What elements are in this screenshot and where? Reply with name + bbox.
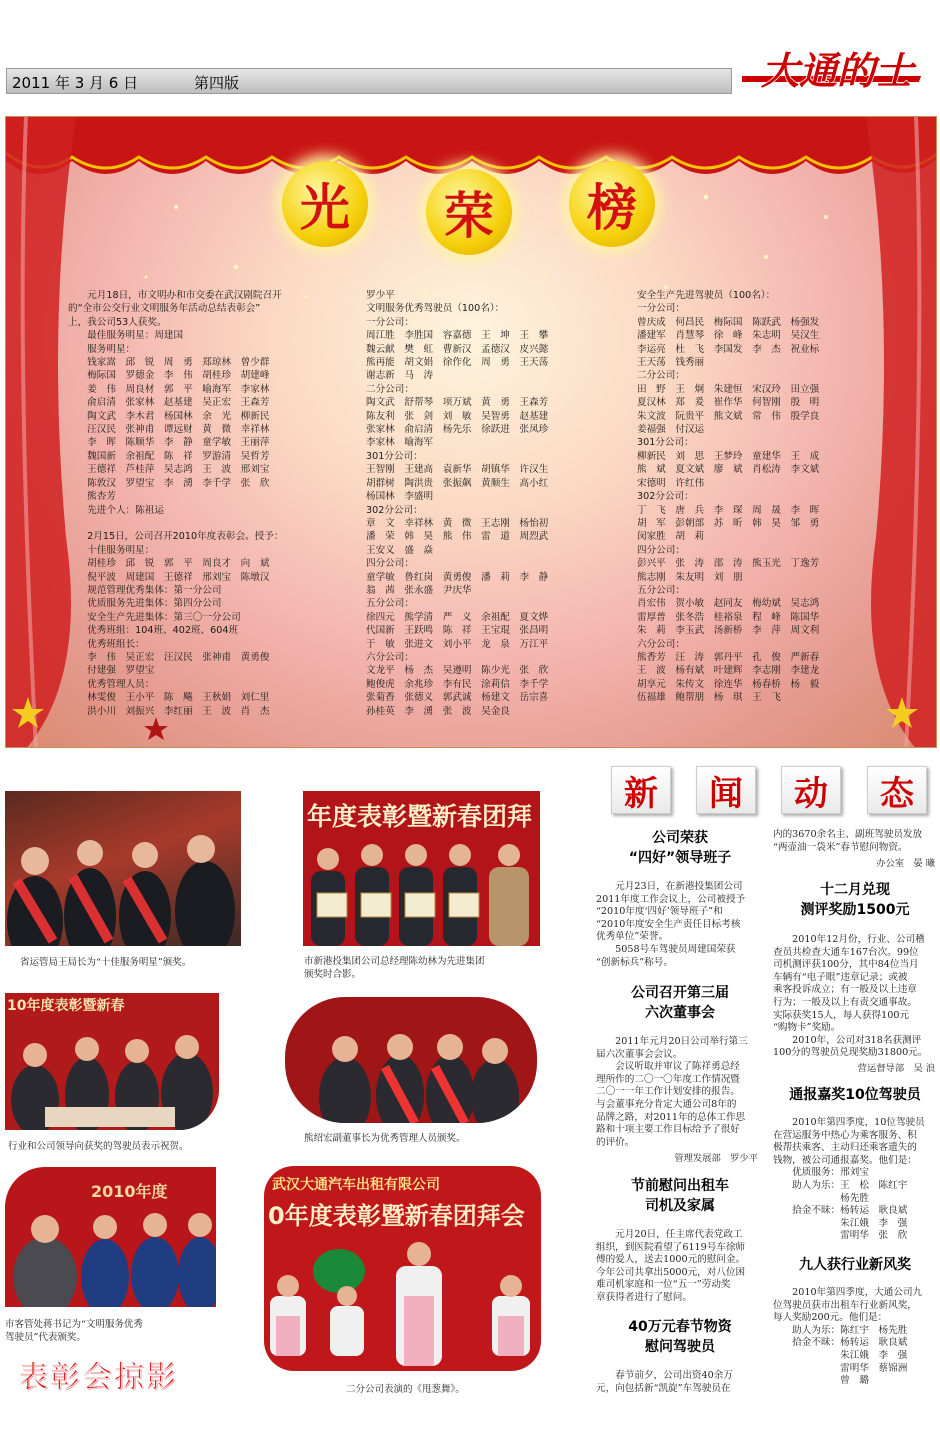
article-7-title: 九人获行业新风奖 [799, 1257, 911, 1273]
article-2-body: 2011年元月20日公司举行第三 届六次董事会会议。 会议听取并审议了陈祥勇总经 理所作的二〇一〇年度工作情况暨 二〇一一年工作计划安排的报告。 与会董事充分肯定大通公司8年的 品牌之路，对2011年的总体工作思 路和十项主要工作目标给予了很好 的评价。 [596, 1036, 748, 1148]
photo-group-photo [303, 791, 540, 946]
photo-6-backdrop-text: 0年度表彰暨新春团拜会 [268, 1202, 525, 1230]
title-char-3: 榜 [569, 161, 655, 247]
article-3-title-line-1: 节前慰问出租车 [631, 1178, 729, 1194]
article-1-body: 元月23日，在新港投集团公司 2011年度工作会议上，公司被授予 “2010年度‘四好’领导班子”和 “2010年度安全生产责任目标考核 优秀单位”荣誉。 5058号车驾驶员周建国荣获 “创新标兵”称号。 [596, 881, 746, 968]
edition-label: 第四版 [194, 74, 240, 92]
article-5-byline: 营运督导部 吴 浪 [857, 1063, 935, 1074]
honor-roll-banner [5, 116, 937, 748]
news-banner [611, 766, 930, 816]
article-4-title-line-1: 40万元春节物资 [628, 1319, 732, 1335]
article-3-body: 元月20日，任主席代表党政工 组织，到医院看望了6119号车徐师 傅的爱人，送去1000元的慰问金。 今年公司共拿出5000元，对八位困 难司机家庭和一位“五一”劳动奖 章获得者进行了慰问。 [596, 1229, 746, 1303]
news-banner-char-2: 闻 [696, 766, 756, 814]
news-banner-char-3: 动 [781, 766, 841, 814]
honor-column-1: 元月18日，市文明办和市交委在武汉剧院召开 的“全市公交行业文明服务年活动总结表彰会” 上，我公司53人获奖。 最佳服务明星：周建国 服务明星： 钱家嵩 邱 锐 周 勇 郑琼林 曾少群 梅际国 罗德金 李 伟 胡桂珍 胡建峰 姜 伟 周良材 郭 平 喻海军 李家林 俞启清 张家林 赵基建 吴正宏 王森芳 陶文武 李木君 杨国林 余 光 柳新民 汪汉民 张神甫 谭远财 黄 微 幸祥林 李 晖 陈顺华 李 静 童学敏 王丽萍 魏国新 余祖配 陈 祥 罗游清 吴哲芳 王德祥 芦桂萍 吴志鸿 王 波 邢刘宝 陈敦汉 罗望宝 李 湧 李千学 张 欣 熊杏芳 先进个人：陈祖运 2月15日，公司召开2010年度表彰会。授予： 十佳服务明星： 胡桂珍 邱 锐 郭 平 周良才 向 斌 倪平波 周建国 王德祥 邢刘宝 陈墩汉 规范管理优秀集体：第一分公司 优质服务先进集体：第四分公司 安全生产先进集体：第三〇一分公司 优秀班组：104班、402班、604班 优秀班组长： 李 伟 吴正宏 汪汉民 张神甫 黄勇俊 付建强 罗望宝 优秀管理人员： 林雯俊 王小平 陈 飚 王秋娟 刘仁里 洪小川 刘振兴 李红丽 王 波 肖 杰 [68, 290, 284, 717]
article-1-title-line-2: “四好”领导班子 [628, 850, 732, 866]
article-4-byline: 办公室 晏 曦 [876, 858, 935, 869]
article-4-continued: 内的3670余名主、副班驾驶员发放 “两壶油一袋米”春节慰问物资。 [773, 829, 923, 853]
photo-award-ceremony-1 [5, 791, 241, 946]
honor-column-2: 罗少平 文明服务优秀驾驶员（100名）： 一分公司： 周江胜 李胜国 容嘉德 王 坤 王 攀 魏云献 樊 虹 曹新汉 孟德汉 皮兴懿 熊再能 胡文娟 徐作化 周 勇 王天荡 谢志新 马 涛 二分公司： 陶文武 舒帮琴 项万斌 黄 勇 王森芳 陈友利 张 剑 刘 敏 吴智勇 赵基建 张家林 俞启清 杨先乐 徐跃进 张凤珍 李家林 喻海军 301分公司： 王智刚 王建高 袁新华 胡镇华 许汉生 胡群树 陶洪贵 张振飙 黄顺生 高小红 杨国林 李盛明 302分公司： 章 文 幸祥林 黄 微 王志刚 杨怡初 潘 荣 韩 昊 熊 伟 雷 道 周烈武 王安义 盛 焱 四分公司： 童学敏 鲁红岗 黄勇俊 潘 莉 李 静 翁 茜 张永盛 尹庆华 五分公司： 徐四元 熊学清 严 义 余祖配 夏文烨 代国新 王跃鸣 陈 祥 王宝琨 张昌明 于 敏 张进文 刘小平 龙 泉 万江平 六分公司： 文龙平 杨 杰 吴遵明 陈少光 张 欣 鲍俊虎 余兆珍 李有民 涂莉信 李千学 张菊香 张德义 郭武诚 杨建文 岳宗喜 孙桂英 李 湧 张 波 吴金良 [366, 290, 549, 717]
title-char-2: 荣 [426, 169, 512, 255]
article-1-title-line-1: 公司荣获 [652, 830, 708, 846]
photo-section-title: 表彰会掠影 [18, 1360, 178, 1395]
photo-caption-2: 市新港投集团公司总经理陈幼林为先进集团 颁奖时合影。 [304, 956, 485, 980]
photo-2-backdrop-text: 年度表彰暨新春团拜 [307, 802, 533, 831]
article-5-title-line-1: 十二月兑现 [820, 882, 890, 898]
news-banner-char-4: 态 [867, 766, 927, 814]
photo-toast [5, 993, 219, 1130]
article-2-title-line-2: 六次董事会 [645, 1005, 715, 1021]
article-4-title-line-2: 慰问驾驶员 [645, 1339, 715, 1355]
title-char-1: 光 [282, 161, 368, 247]
honor-column-3: 安全生产先进驾驶员（100名）： 一分公司： 曾庆成 何昌民 梅际国 陈跃武 杨强发 潘建军 肖慧琴 徐 峰 朱志明 吴汉生 李运亮 杜 飞 李国发 李 杰 祝业标 王天荡 钱秀丽 二分公司： 田 野 王 炯 朱建恒 宋汉玲 田立强 夏汉林 郑 爰 崔作华 何智刚 殷 明 朱文波 阮贵平 熊文斌 常 伟 殷学良 姜福强 付汉运 301分公司： 柳新民 刘 思 王梦玲 童建华 王 成 熊 斌 夏文斌 廖 斌 肖松涛 李文斌 宋德明 许红伟 302分公司： 丁 飞 唐 兵 李 琛 周 晟 李 晖 胡 军 彭朝部 苏 昕 韩 昊 邹 勇 闵家胜 胡 莉 四分公司： 彭兴平 张 涛 邵 涛 熊玉光 丁逸芳 熊志刚 朱友明 刘 朋 五分公司： 肖宏伟 贺小敏 赵同友 梅幼斌 吴志鸿 雷厚普 张冬浩 桂裕泉 程 峰 陈国华 朱 莉 李玉武 汤新桥 李 萍 周文利 六分公司： 熊香芳 汪 涛 郭丹平 孔 俊 严新春 王 波 杨有斌 叶建辉 李志刚 李建龙 胡享元 朱传文 徐连华 杨春桥 杨 毅 伍福雄 鲍帮朋 杨 琪 王 飞 [637, 290, 820, 704]
news-banner-char-1: 新 [611, 766, 671, 814]
article-3-title-line-2: 司机及家属 [645, 1198, 715, 1214]
photo-caption-4: 熊绍宏副董事长为优秀管理人员颁奖。 [304, 1133, 466, 1144]
photo-management-award [285, 997, 537, 1123]
article-4-body: 春节前夕，公司出资40余万 元，向包括新“凯旋”车驾驶员在 [596, 1370, 733, 1394]
article-6-body: 2010年第四季度，10位驾驶员 在营运服务中热心为乘客服务、积 极帮扶乘客、主动归还乘客遗失的 钱物，被公司通报嘉奖。他们是： 优质服务：邢刘宝 助人为乐：王 松 陈红宇 杨先胜 拾金不昧：杨转运 耿良斌 朱江娥 李 强 雷明华 张 欣 [773, 1117, 925, 1242]
photo-6-company-text: 武汉大通汽车出租有限公司 [272, 1177, 440, 1193]
masthead-title: 大通的士 [760, 49, 914, 93]
photo-5-backdrop-text: 2010年度 [91, 1182, 168, 1201]
article-6-title: 通报嘉奖10位驾驶员 [789, 1087, 921, 1103]
photo-dance-performance [264, 1166, 541, 1371]
photo-caption-6: 二分公司表演的《甩葱舞》。 [346, 1384, 465, 1395]
photo-caption-5: 市客管处蒋书记为“文明服务优秀 驾驶员”代表颁奖。 [5, 1319, 143, 1343]
article-2-byline: 管理发展部 罗少平 [674, 1153, 758, 1164]
article-5-body: 2010年12月份，行业、公司稽 查员共检查大通车167台次。99位 司机测评获100分，其中84位当月 车辆有“电子眼”违章记录；或被 乘客投诉成立；有一般及以上违章 行为；一般及以上有责交通事故。 实际获奖15人，每人获得100元 “购物卡”奖励。 2010年，公司对318名获测评 100分的驾驶员兑现奖励31800元。 [773, 934, 928, 1059]
article-5-title-line-2: 测评奖励1500元 [800, 902, 910, 918]
masthead-logo [742, 46, 932, 100]
photo-caption-1: 省运管局王局长为“十佳服务明星”颁奖。 [20, 957, 192, 968]
photo-caption-3: 行业和公司领导向获奖的驾驶员表示祝贺。 [8, 1141, 189, 1152]
photo-3-backdrop-text: 10年度表彰暨新春 [7, 998, 125, 1014]
photo-driver-award [5, 1167, 216, 1307]
article-7-body: 2010年第四季度，大通公司九 位驾驶员获市出租车行业新风奖， 每人奖励200元。他们是： 助人为乐：陈红宇 杨先胜 拾金不昧：杨转运 耿良斌 朱江娥 李 强 雷明华 蔡锦洲 曾 璐 [773, 1287, 923, 1387]
issue-date: 2011 年 3 月 6 日 [12, 74, 139, 92]
article-2-title-line-1: 公司召开第三届 [631, 985, 729, 1001]
